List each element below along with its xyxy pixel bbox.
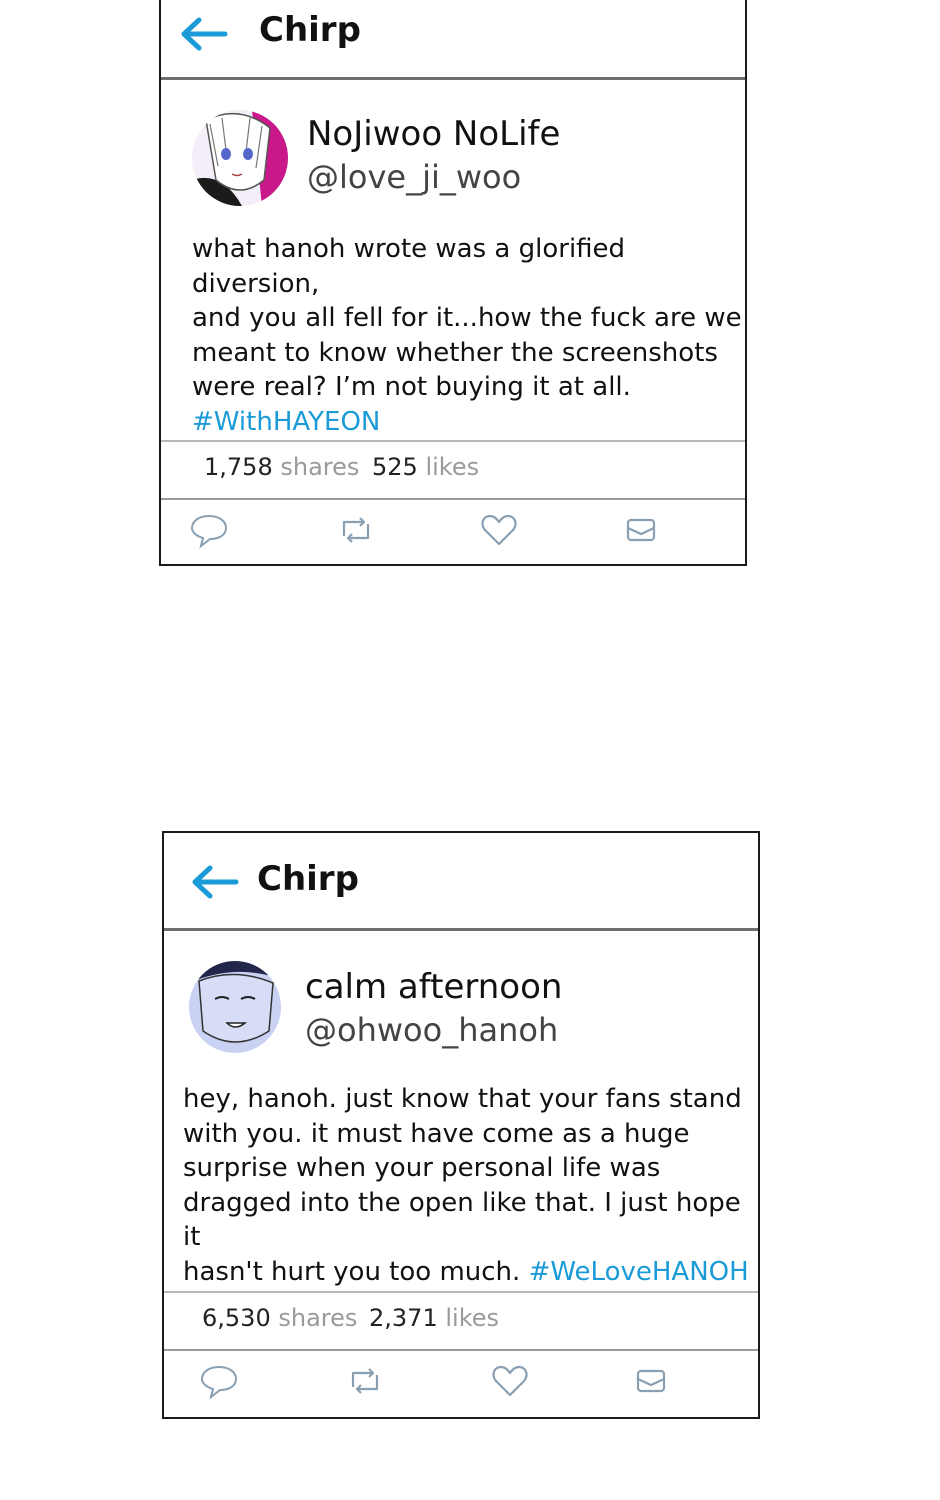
heart-icon[interactable] (479, 510, 519, 550)
hashtag-link[interactable]: #WithHAYEON (192, 406, 381, 437)
shares-label: shares (278, 1304, 358, 1332)
reply-icon[interactable] (199, 1361, 239, 1401)
avatar[interactable] (189, 961, 281, 1053)
app-bar (161, 0, 745, 80)
post-text-line: dragged into the open like that. I just hope it (183, 1187, 741, 1252)
mail-icon[interactable] (621, 510, 661, 550)
user-handle[interactable]: @love_ji_woo (307, 158, 522, 196)
display-name[interactable]: calm afternoon (305, 967, 563, 1007)
post-text (183, 1082, 760, 1289)
heart-icon[interactable] (490, 1361, 530, 1401)
user-handle[interactable]: @ohwoo_hanoh (305, 1011, 559, 1049)
shares-stat[interactable] (202, 1304, 357, 1332)
post-text-line: meant to know whether the screenshots (192, 337, 718, 368)
likes-count: 525 (372, 453, 418, 481)
engagement-stats (164, 1291, 758, 1351)
action-bar (161, 498, 745, 562)
post-text-line: with you. it must have come as a huge (183, 1118, 690, 1149)
app-bar (164, 833, 758, 931)
shares-label: shares (280, 453, 360, 481)
shares-stat[interactable] (204, 453, 359, 481)
post-text-line: what hanoh wrote was a glorified diversion, (192, 234, 626, 299)
post-text (192, 232, 748, 439)
app-title: Chirp (259, 10, 361, 50)
back-arrow-icon[interactable] (179, 16, 229, 52)
shares-count: 1,758 (204, 453, 273, 481)
engagement-stats (161, 440, 745, 500)
post-text-line: hey, hanoh. just know that your fans stand (183, 1084, 742, 1114)
reply-icon[interactable] (189, 510, 229, 550)
back-arrow-icon[interactable] (190, 864, 240, 900)
display-name[interactable]: NoJiwoo NoLife (307, 114, 561, 154)
app-title: Chirp (257, 859, 359, 899)
avatar[interactable] (192, 110, 288, 206)
post-text-line: surprise when your personal life was (183, 1153, 661, 1183)
post-text-line: were real? I’m not buying it at all. (192, 372, 631, 402)
likes-stat[interactable] (372, 453, 479, 481)
post-text-line: and you all fell for it...how the fuck are we (192, 303, 742, 333)
mail-icon[interactable] (631, 1361, 671, 1401)
hashtag-link[interactable]: #WeLoveHANOH (528, 1256, 749, 1287)
likes-count: 2,371 (369, 1304, 438, 1332)
post-text-line-end: hasn't hurt you too much. (183, 1256, 521, 1287)
action-bar (164, 1349, 758, 1413)
retweet-icon[interactable] (336, 510, 376, 550)
retweet-icon[interactable] (345, 1361, 385, 1401)
likes-label: likes (445, 1304, 500, 1332)
likes-label: likes (425, 453, 480, 481)
post-text-line (183, 1255, 760, 1290)
likes-stat[interactable] (369, 1304, 499, 1332)
shares-count: 6,530 (202, 1304, 271, 1332)
